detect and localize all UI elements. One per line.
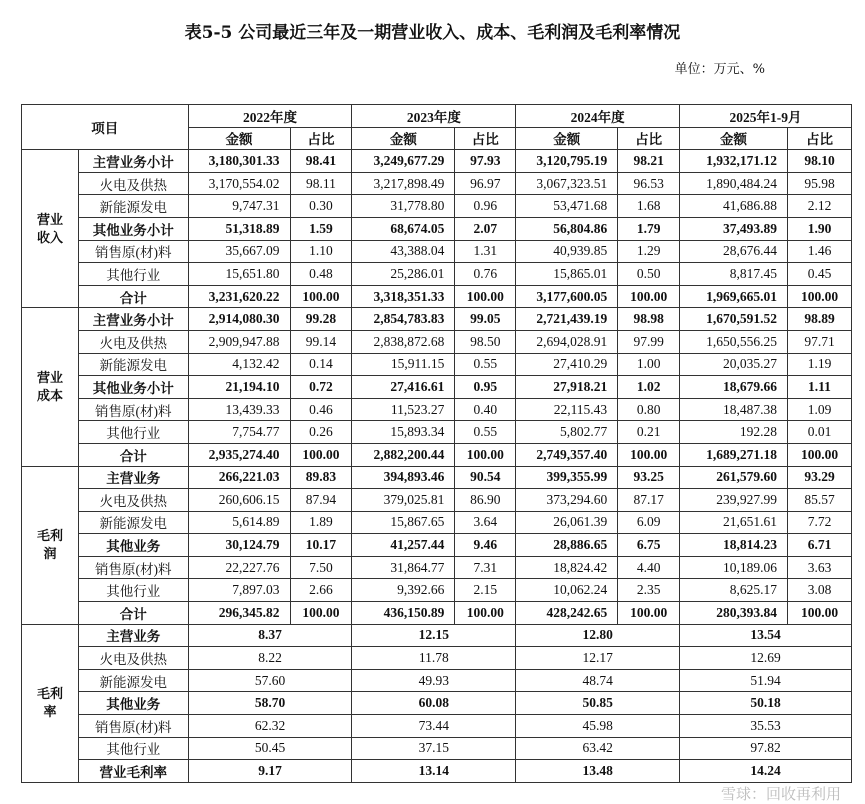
header-item: 项目 — [22, 105, 189, 150]
ratio-cell: 0.76 — [455, 263, 516, 286]
rate-cell: 9.17 — [188, 760, 352, 783]
group-label: 毛利润 — [36, 527, 63, 562]
ratio-cell: 100.00 — [618, 285, 680, 308]
amount-cell: 2,694,028.91 — [516, 330, 618, 353]
amount-cell: 51,318.89 — [188, 217, 290, 240]
ratio-cell: 100.00 — [290, 443, 352, 466]
ratio-cell: 1.29 — [618, 240, 680, 263]
ratio-cell: 0.80 — [618, 398, 680, 421]
amount-cell: 4,132.42 — [188, 353, 290, 376]
amount-cell: 428,242.65 — [516, 602, 618, 625]
ratio-cell: 0.96 — [455, 195, 516, 218]
amount-cell: 192.28 — [680, 421, 788, 444]
amount-cell: 3,067,323.51 — [516, 172, 618, 195]
group-label: 营业成本 — [36, 369, 63, 403]
header-ratio: 占比 — [290, 127, 352, 150]
ratio-cell: 0.14 — [290, 353, 352, 376]
amount-cell: 15,865.01 — [516, 263, 618, 286]
table-row — [22, 737, 852, 760]
amount-cell: 41,257.44 — [352, 534, 455, 557]
amount-cell: 30,124.79 — [188, 534, 290, 557]
rate-cell: 60.08 — [352, 692, 516, 715]
ratio-cell: 1.79 — [618, 217, 680, 240]
row-label: 销售原(材)料 — [78, 556, 188, 579]
row-label: 其他行业 — [78, 263, 188, 286]
table-row — [22, 466, 852, 489]
amount-cell: 3,231,620.22 — [188, 285, 290, 308]
table-row — [22, 195, 852, 218]
ratio-cell: 100.00 — [788, 285, 852, 308]
row-label: 合计 — [78, 285, 188, 308]
table-row — [22, 602, 852, 625]
row-label: 其他业务 — [78, 534, 188, 557]
amount-cell: 41,686.88 — [680, 195, 788, 218]
amount-cell: 1,890,484.24 — [680, 172, 788, 195]
rate-cell: 13.48 — [516, 760, 680, 783]
group-cell — [22, 624, 79, 782]
ratio-cell: 100.00 — [618, 443, 680, 466]
amount-cell: 280,393.84 — [680, 602, 788, 625]
rate-cell: 8.22 — [188, 647, 352, 670]
ratio-cell: 0.48 — [290, 263, 352, 286]
amount-cell: 8,817.45 — [680, 263, 788, 286]
rate-cell: 50.18 — [680, 692, 852, 715]
ratio-cell: 3.63 — [788, 556, 852, 579]
ratio-cell: 93.25 — [618, 466, 680, 489]
row-label: 其他业务 — [78, 692, 188, 715]
amount-cell: 18,679.66 — [680, 376, 788, 399]
amount-cell: 2,909,947.88 — [188, 330, 290, 353]
row-label: 销售原(材)料 — [78, 398, 188, 421]
rate-cell: 14.24 — [680, 760, 852, 783]
amount-cell: 7,897.03 — [188, 579, 290, 602]
row-label: 营业毛利率 — [78, 760, 188, 783]
table-row — [22, 647, 852, 670]
amount-cell: 373,294.60 — [516, 489, 618, 512]
ratio-cell: 2.35 — [618, 579, 680, 602]
amount-cell: 2,882,200.44 — [352, 443, 455, 466]
ratio-cell: 100.00 — [455, 443, 516, 466]
amount-cell: 28,676.44 — [680, 240, 788, 263]
header-amount: 金额 — [680, 127, 788, 150]
ratio-cell: 0.72 — [290, 376, 352, 399]
row-label: 新能源发电 — [78, 511, 188, 534]
amount-cell: 2,838,872.68 — [352, 330, 455, 353]
ratio-cell: 7.31 — [455, 556, 516, 579]
ratio-cell: 98.50 — [455, 330, 516, 353]
ratio-cell: 97.93 — [455, 150, 516, 173]
ratio-cell: 3.08 — [788, 579, 852, 602]
rate-cell: 35.53 — [680, 715, 852, 738]
amount-cell: 8,625.17 — [680, 579, 788, 602]
row-label: 新能源发电 — [78, 195, 188, 218]
ratio-cell: 1.89 — [290, 511, 352, 534]
ratio-cell: 1.31 — [455, 240, 516, 263]
amount-cell: 5,614.89 — [188, 511, 290, 534]
amount-cell: 261,579.60 — [680, 466, 788, 489]
table-row — [22, 489, 852, 512]
table-row — [22, 285, 852, 308]
ratio-cell: 96.97 — [455, 172, 516, 195]
row-label: 新能源发电 — [78, 669, 188, 692]
rate-cell: 97.82 — [680, 737, 852, 760]
header-period: 2022年度 — [188, 105, 352, 128]
header-amount: 金额 — [188, 127, 290, 150]
amount-cell: 21,194.10 — [188, 376, 290, 399]
rate-cell: 73.44 — [352, 715, 516, 738]
rate-cell: 13.14 — [352, 760, 516, 783]
ratio-cell: 0.26 — [290, 421, 352, 444]
amount-cell: 18,824.42 — [516, 556, 618, 579]
ratio-cell: 100.00 — [290, 602, 352, 625]
rate-cell: 12.69 — [680, 647, 852, 670]
header-period: 2023年度 — [352, 105, 516, 128]
amount-cell: 25,286.01 — [352, 263, 455, 286]
amount-cell: 35,667.09 — [188, 240, 290, 263]
ratio-cell: 1.09 — [788, 398, 852, 421]
amount-cell: 15,867.65 — [352, 511, 455, 534]
table-row — [22, 669, 852, 692]
amount-cell: 15,651.80 — [188, 263, 290, 286]
row-label: 其他业务小计 — [78, 376, 188, 399]
ratio-cell: 100.00 — [788, 602, 852, 625]
ratio-cell: 90.54 — [455, 466, 516, 489]
ratio-cell: 6.09 — [618, 511, 680, 534]
amount-cell: 68,674.05 — [352, 217, 455, 240]
financial-table — [21, 104, 852, 783]
ratio-cell: 0.55 — [455, 421, 516, 444]
ratio-cell: 86.90 — [455, 489, 516, 512]
ratio-cell: 1.00 — [618, 353, 680, 376]
amount-cell: 21,651.61 — [680, 511, 788, 534]
table-row — [22, 760, 852, 783]
amount-cell: 22,115.43 — [516, 398, 618, 421]
ratio-cell: 100.00 — [290, 285, 352, 308]
row-label: 火电及供热 — [78, 172, 188, 195]
rate-cell: 12.17 — [516, 647, 680, 670]
amount-cell: 3,120,795.19 — [516, 150, 618, 173]
rate-cell: 50.45 — [188, 737, 352, 760]
table-row — [22, 556, 852, 579]
rate-cell: 8.37 — [188, 624, 352, 647]
ratio-cell: 1.10 — [290, 240, 352, 263]
ratio-cell: 93.29 — [788, 466, 852, 489]
ratio-cell: 7.72 — [788, 511, 852, 534]
ratio-cell: 1.68 — [618, 195, 680, 218]
rate-cell: 12.80 — [516, 624, 680, 647]
table-row — [22, 715, 852, 738]
header-period: 2024年度 — [516, 105, 680, 128]
ratio-cell: 98.89 — [788, 308, 852, 331]
ratio-cell: 0.95 — [455, 376, 516, 399]
amount-cell: 15,893.34 — [352, 421, 455, 444]
ratio-cell: 98.41 — [290, 150, 352, 173]
table-row — [22, 330, 852, 353]
ratio-cell: 0.21 — [618, 421, 680, 444]
amount-cell: 28,886.65 — [516, 534, 618, 557]
rate-cell: 13.54 — [680, 624, 852, 647]
table-row — [22, 579, 852, 602]
amount-cell: 2,854,783.83 — [352, 308, 455, 331]
ratio-cell: 0.45 — [788, 263, 852, 286]
ratio-cell: 99.05 — [455, 308, 516, 331]
amount-cell: 18,487.38 — [680, 398, 788, 421]
amount-cell: 1,689,271.18 — [680, 443, 788, 466]
amount-cell: 1,969,665.01 — [680, 285, 788, 308]
table-row — [22, 624, 852, 647]
ratio-cell: 100.00 — [618, 602, 680, 625]
rate-cell: 50.85 — [516, 692, 680, 715]
group-label: 毛利率 — [36, 686, 63, 720]
ratio-cell: 1.46 — [788, 240, 852, 263]
table-row — [22, 353, 852, 376]
header-ratio: 占比 — [455, 127, 516, 150]
rate-cell: 48.74 — [516, 669, 680, 692]
group-cell — [22, 308, 79, 466]
header-ratio: 占比 — [618, 127, 680, 150]
ratio-cell: 1.11 — [788, 376, 852, 399]
amount-cell: 10,189.06 — [680, 556, 788, 579]
amount-cell: 27,918.21 — [516, 376, 618, 399]
ratio-cell: 1.59 — [290, 217, 352, 240]
ratio-cell: 89.83 — [290, 466, 352, 489]
ratio-cell: 1.90 — [788, 217, 852, 240]
ratio-cell: 1.19 — [788, 353, 852, 376]
row-label: 销售原(材)料 — [78, 715, 188, 738]
ratio-cell: 98.21 — [618, 150, 680, 173]
row-label: 合计 — [78, 602, 188, 625]
row-label: 火电及供热 — [78, 330, 188, 353]
watermark: 雪球：回收再利用 — [720, 785, 841, 803]
amount-cell: 379,025.81 — [352, 489, 455, 512]
amount-cell: 3,177,600.05 — [516, 285, 618, 308]
amount-cell: 13,439.33 — [188, 398, 290, 421]
table-row — [22, 240, 852, 263]
rate-cell: 57.60 — [188, 669, 352, 692]
amount-cell: 9,747.31 — [188, 195, 290, 218]
amount-cell: 296,345.82 — [188, 602, 290, 625]
amount-cell: 27,416.61 — [352, 376, 455, 399]
amount-cell: 40,939.85 — [516, 240, 618, 263]
row-label: 主营业务 — [78, 624, 188, 647]
amount-cell: 2,935,274.40 — [188, 443, 290, 466]
ratio-cell: 1.02 — [618, 376, 680, 399]
row-label: 其他行业 — [78, 421, 188, 444]
ratio-cell: 6.71 — [788, 534, 852, 557]
ratio-cell: 85.57 — [788, 489, 852, 512]
amount-cell: 399,355.99 — [516, 466, 618, 489]
amount-cell: 9,392.66 — [352, 579, 455, 602]
table-row — [22, 263, 852, 286]
header-amount: 金额 — [516, 127, 618, 150]
ratio-cell: 99.14 — [290, 330, 352, 353]
ratio-cell: 98.11 — [290, 172, 352, 195]
ratio-cell: 0.50 — [618, 263, 680, 286]
amount-cell: 2,721,439.19 — [516, 308, 618, 331]
ratio-cell: 100.00 — [455, 285, 516, 308]
header-ratio: 占比 — [788, 127, 852, 150]
amount-cell: 3,217,898.49 — [352, 172, 455, 195]
amount-cell: 266,221.03 — [188, 466, 290, 489]
amount-cell: 22,227.76 — [188, 556, 290, 579]
amount-cell: 2,749,357.40 — [516, 443, 618, 466]
amount-cell: 7,754.77 — [188, 421, 290, 444]
table-row — [22, 376, 852, 399]
ratio-cell: 0.01 — [788, 421, 852, 444]
amount-cell: 5,802.77 — [516, 421, 618, 444]
amount-cell: 37,493.89 — [680, 217, 788, 240]
row-label: 其他行业 — [78, 579, 188, 602]
rate-cell: 49.93 — [352, 669, 516, 692]
amount-cell: 3,249,677.29 — [352, 150, 455, 173]
amount-cell: 3,180,301.33 — [188, 150, 290, 173]
amount-cell: 56,804.86 — [516, 217, 618, 240]
ratio-cell: 0.46 — [290, 398, 352, 421]
ratio-cell: 87.94 — [290, 489, 352, 512]
ratio-cell: 2.66 — [290, 579, 352, 602]
ratio-cell: 98.98 — [618, 308, 680, 331]
amount-cell: 1,650,556.25 — [680, 330, 788, 353]
ratio-cell: 98.10 — [788, 150, 852, 173]
ratio-cell: 2.15 — [455, 579, 516, 602]
rate-cell: 11.78 — [352, 647, 516, 670]
amount-cell: 239,927.99 — [680, 489, 788, 512]
row-label: 主营业务小计 — [78, 308, 188, 331]
row-label: 火电及供热 — [78, 647, 188, 670]
rate-cell: 62.32 — [188, 715, 352, 738]
ratio-cell: 2.12 — [788, 195, 852, 218]
table-row — [22, 443, 852, 466]
table-row — [22, 172, 852, 195]
amount-cell: 43,388.04 — [352, 240, 455, 263]
row-label: 新能源发电 — [78, 353, 188, 376]
rate-cell: 37.15 — [352, 737, 516, 760]
ratio-cell: 3.64 — [455, 511, 516, 534]
ratio-cell: 10.17 — [290, 534, 352, 557]
amount-cell: 31,778.80 — [352, 195, 455, 218]
table-title: 表5-5 公司最近三年及一期营业收入、成本、毛利润及毛利率情况 — [184, 23, 681, 43]
amount-cell: 10,062.24 — [516, 579, 618, 602]
amount-cell: 26,061.39 — [516, 511, 618, 534]
ratio-cell: 87.17 — [618, 489, 680, 512]
amount-cell: 15,911.15 — [352, 353, 455, 376]
ratio-cell: 97.71 — [788, 330, 852, 353]
rate-cell: 12.15 — [352, 624, 516, 647]
amount-cell: 20,035.27 — [680, 353, 788, 376]
amount-cell: 1,670,591.52 — [680, 308, 788, 331]
amount-cell: 1,932,171.12 — [680, 150, 788, 173]
amount-cell: 53,471.68 — [516, 195, 618, 218]
row-label: 火电及供热 — [78, 489, 188, 512]
ratio-cell: 100.00 — [455, 602, 516, 625]
table-row — [22, 398, 852, 421]
table-row — [22, 692, 852, 715]
row-label: 其他业务小计 — [78, 217, 188, 240]
rate-cell: 58.70 — [188, 692, 352, 715]
amount-cell: 18,814.23 — [680, 534, 788, 557]
ratio-cell: 6.75 — [618, 534, 680, 557]
ratio-cell: 4.40 — [618, 556, 680, 579]
ratio-cell: 97.99 — [618, 330, 680, 353]
rate-cell: 51.94 — [680, 669, 852, 692]
table-row — [22, 421, 852, 444]
header-amount: 金额 — [352, 127, 455, 150]
ratio-cell: 100.00 — [788, 443, 852, 466]
amount-cell: 394,893.46 — [352, 466, 455, 489]
group-cell — [22, 466, 79, 624]
rate-cell: 63.42 — [516, 737, 680, 760]
ratio-cell: 96.53 — [618, 172, 680, 195]
table-row — [22, 150, 852, 173]
ratio-cell: 0.40 — [455, 398, 516, 421]
group-label: 营业收入 — [36, 211, 63, 245]
row-label: 其他行业 — [78, 737, 188, 760]
amount-cell: 11,523.27 — [352, 398, 455, 421]
unit-label: 单位：万元、% — [674, 62, 765, 77]
rate-cell: 45.98 — [516, 715, 680, 738]
table-row — [22, 308, 852, 331]
amount-cell: 31,864.77 — [352, 556, 455, 579]
ratio-cell: 9.46 — [455, 534, 516, 557]
row-label: 主营业务 — [78, 466, 188, 489]
group-cell — [22, 150, 79, 308]
amount-cell: 260,606.15 — [188, 489, 290, 512]
amount-cell: 3,318,351.33 — [352, 285, 455, 308]
header-period: 2025年1-9月 — [680, 105, 852, 128]
row-label: 销售原(材)料 — [78, 240, 188, 263]
amount-cell: 3,170,554.02 — [188, 172, 290, 195]
row-label: 主营业务小计 — [78, 150, 188, 173]
amount-cell: 436,150.89 — [352, 602, 455, 625]
ratio-cell: 0.30 — [290, 195, 352, 218]
row-label: 合计 — [78, 443, 188, 466]
ratio-cell: 95.98 — [788, 172, 852, 195]
ratio-cell: 99.28 — [290, 308, 352, 331]
table-row — [22, 534, 852, 557]
ratio-cell: 2.07 — [455, 217, 516, 240]
table-row — [22, 217, 852, 240]
amount-cell: 27,410.29 — [516, 353, 618, 376]
ratio-cell: 0.55 — [455, 353, 516, 376]
amount-cell: 2,914,080.30 — [188, 308, 290, 331]
table-row — [22, 511, 852, 534]
ratio-cell: 7.50 — [290, 556, 352, 579]
